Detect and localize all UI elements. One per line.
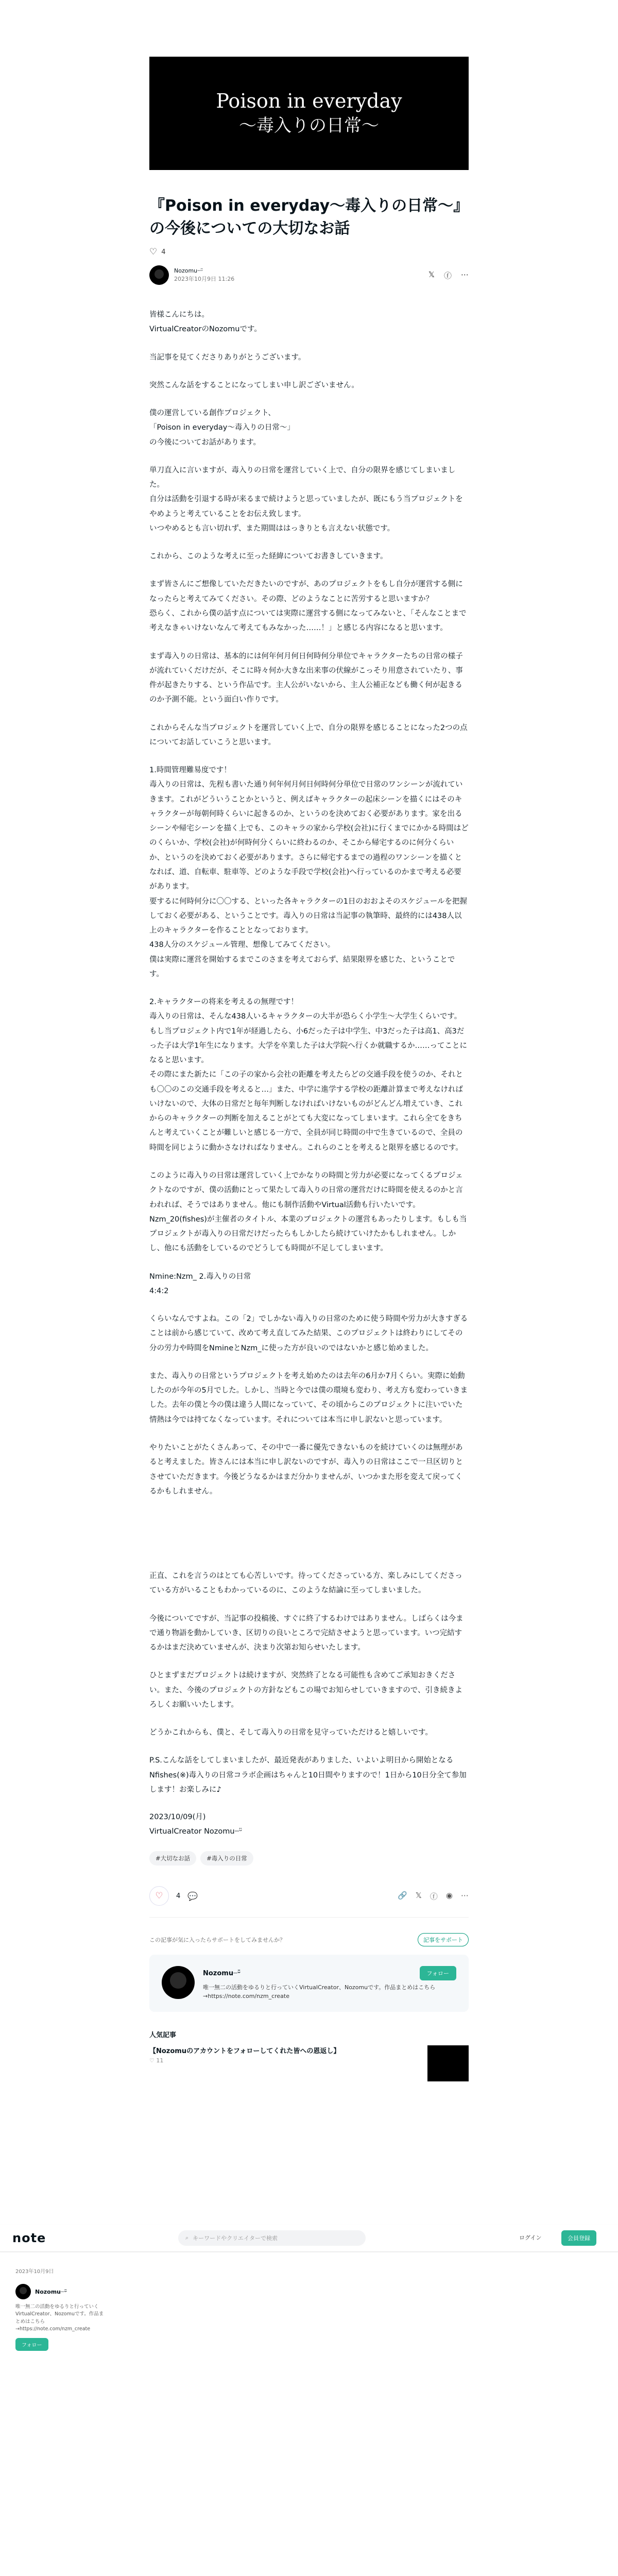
support-strip <box>149 1933 469 1946</box>
top-navbar <box>0 2225 618 2252</box>
popular-article[interactable] <box>149 2045 469 2081</box>
like-count: 4 <box>176 1892 181 1900</box>
share-buttons <box>428 270 469 281</box>
paragraph: ひとまずまだプロジェクトは続けますが、突然終了となる可能性も含めてご承知おきください。また、今後のプロジェクトの方針などもこの場でお知らせしていきますので、引き続きよろしくお願いいたします。 <box>149 1671 462 1709</box>
paragraph: まず毒入りの日常は、基本的には何年何月何日何時何分単位でキャラクターたちの日常の様子が流れていくだけだが、そこに時々何か大きな出来事の伏線がこっそり用意されていたり、事件が起きたりする、という作品です。主人公がいないから、主人公補正なども働く何が起きるのか予測不能。という面白い作りです。 <box>149 652 463 704</box>
footer-signature: VirtualCreator Nozomu┈ᵕ̈ <box>149 1827 243 1836</box>
search-icon: ⌕ <box>185 2234 189 2241</box>
paragraph: 正直、これを言うのはとても心苦しいです。待ってくださっている方、楽しみにしてくださっている方がいることもわかっているのに、このような結論に至ってしまいました。 <box>149 1572 462 1595</box>
creator-card <box>149 1955 469 2012</box>
paragraph: どうかこれからも、僕と、そして毒入りの日常を見守っていただけると嬉しいです。 <box>149 1728 433 1737</box>
x-share-icon[interactable]: 𝕏 <box>428 269 435 279</box>
creator-description: 唯一無二の活動をゆるりと行っていくVirtualCreator、Nozomuです。作品まとめはこちら →https://note.com/nzm_create <box>203 1984 436 1999</box>
paragraph: 1.時間管理難易度です！ 毒入りの日常は、先程も書いた通り何年何月何日何時何分単位で日常のワンシーンが流れていきます。これがどういうことかというと、例えばキャラクターの起床シーンを描くにはそのキャラクターが毎朝何時くらいに起きるのか、というのを決めておく必要があります。家を出るシーンや帰宅シーンを描く上でも、このキャラの家から学校(会社)に行くまでにかかる時間はどのくらいか、学校(会社)が何時何分くらいに終わるのか、そこから帰宅するのに何分くらいか、というのを決めておく必要があります。さらに帰宅するまでの過程のワンシーンを描くとなれば、道、自転車、駐車等、どのような手段で学校(会社)へ行っているのかまで考える必要があります。 要するに何時何分に〇〇する、といった各キャラクターの1日のおおよそのスケジュールを把握しておく必要がある、ということです。毒入りの日常は当記事の執筆時、最終的には438人以上のキャラクターを作ることとなっております。 438人分のスケジュール管理、想像してみてください。 僕は実際に運営を開始するまでこのさまを考えておらず、結果限界を感じた、ということです。 <box>149 766 469 978</box>
paragraph: Nmine:Nzm_ 2.毒入りの日常 4:4:2 <box>149 1272 251 1295</box>
paragraph: これからそんな当プロジェクトを運営していく上で、自分の限界を感じることになった2つの点についてお話していこうと思います。 <box>149 723 468 747</box>
post-date: 2023年10月9日 11:26 <box>174 276 235 282</box>
follow-button[interactable]: フォロー <box>420 1966 456 1980</box>
support-button[interactable]: 記事をサポート <box>418 1933 469 1946</box>
popular-article-title[interactable]: 【Nozomuのアカウントをフォローしてくれた皆への恩返し】 <box>149 2047 340 2056</box>
note-logo[interactable]: note <box>12 2231 46 2245</box>
heart-icon: ♡ <box>149 247 158 257</box>
paragraph: また、毒入りの日常というプロジェクトを考え始めたのは去年の6月か7月くらい。実際に始動したのが今年の5月でした。しかし、当時と今では僕の環境も変わり、考え方も変わっていきました。去年の僕と今の僕は違う人間になっていて、その頃からこのプロジェクトに注いでいた情熱は今では持てなくなっています。それについては本当に申し訳ないと思っています。 <box>149 1371 468 1424</box>
paragraph: このように毒入りの日常は運営していく上でかなりの時間と労力が必要になってくるプロジェクトなのですが、僕の活動にとって果たして毒入りの日常の運営だけに時間を使えるのかと言われれば、そうではありません。他にも制作活動やVirtual活動も行いたいです。Nzm_20(fishes)が主催者のタイトル、本業のプロジェクトの運営もあったりします。もしも当プロジェクトが毒入りの日常だけだったらもしかしたら続けていけたかもしれません。しかし、他にも活動をしているのでどうしても時間が不足してしまいます。 <box>149 1172 467 1253</box>
popular-article-likes: ♡ 11 <box>149 2057 164 2064</box>
popular-article-thumbnail[interactable] <box>427 2045 469 2081</box>
paragraph: くらいなんですよね。この「2」でしかない毒入りの日常のために使う時間や労力が大きすぎることは前から感じていて、改めて考え直してみた結果、このプロジェクトは終わりにしてその分の労力や時間をNmineとNzm_に使った方が良いのではないかと感じ始めました。 <box>149 1315 468 1352</box>
paragraph: 今後についてですが、当記事の投稿後、すぐに終了するわけではありません。しばらくは今まで通り物語を動かしていき、区切りの良いところで完結させようと思っています。いつ完結するかはまだ決めていませんが、決まり次第お知らせいたします。 <box>149 1614 464 1652</box>
sidebar <box>15 2267 108 2351</box>
paragraph: 突然こんな話をすることになってしまい申し訳ございません。 <box>149 381 359 389</box>
like-summary[interactable] <box>149 247 469 257</box>
support-prompt: この記事が気に入ったらサポートをしてみませんか？ <box>149 1937 285 1944</box>
search-input[interactable] <box>178 2230 366 2246</box>
article <box>149 0 469 2081</box>
tag-chip[interactable]: #毒入りの日常 <box>200 1851 253 1866</box>
article-footer <box>149 1810 469 1839</box>
hero-image <box>149 57 469 170</box>
sidebar-author-name[interactable]: Nozomu┈ᵕ̈ <box>35 2288 67 2295</box>
paragraph: 2.キャラクターの将来を考えるの無理です！ 毒入りの日常は、そんな438人いるキャラクターの大半が恐らく小学生〜大学生くらいです。もし当プロジェクト内で1年が経過したら、小6だった子は中学生、中3だった子は高1、高3だった子は大学1年生になります。大学を卒業した子は大学院へ行くか就職するか……ってことになると思います。 その際にまた新たに「この子の家から会社の距離を考えたらどの交通手段を使うのか、それとも〇〇のこの交通手段を考えると…」また、中学に進学する学校の距離計算まで考えなければいけないので、大体の日常だと毎年判断しなければいけないものがどんどん増えていき、これからのキャラクターの判断を加えることがとても大変になってしまいます。これら全てをきちんと考えていくことが難しいと感じる一方で、全員が同じ時間の中で生きているので、全員の時間を同じように動かさなければなりません。これらのことを考えると限界を感じるのです。 <box>149 998 468 1152</box>
register-button[interactable]: 会員登録 <box>561 2230 596 2246</box>
action-bar <box>149 1886 469 1918</box>
sidebar-author-description: 唯一無二の活動をゆるりと行っていくVirtualCreator、Nozomuです。作品まとめはこちら→https://note.com/nzm_create <box>15 2304 104 2332</box>
author-row <box>149 265 469 285</box>
login-link[interactable]: ログイン <box>519 2234 542 2241</box>
avatar[interactable] <box>162 1966 195 1999</box>
sidebar-follow-button[interactable]: フォロー <box>15 2338 48 2351</box>
more-options-icon[interactable]: ⋯ <box>461 269 469 279</box>
facebook-share-icon[interactable]: ⓕ <box>430 1891 438 1901</box>
heart-icon: ♡ <box>155 1891 163 1902</box>
hero-title-line2: ～毒入りの日常～ <box>239 115 379 136</box>
paragraph: これから、このような考えに至った経緯についてお書きしていきます。 <box>149 552 388 561</box>
paragraph: やりたいことがたくさんあって、その中で一番に優先できないものを続けていくのは無理があると考えました。皆さんには本当に申し訳ないのですが、毒入りの日常はここで一旦区切りとさせていただきます。今後どうなるかはまだ分かりませんが、いつかまた形を変えて戻ってくるかもしれません。 <box>149 1444 463 1496</box>
hero-title-line1: Poison in everyday <box>216 89 402 112</box>
facebook-share-icon[interactable]: ⓕ <box>443 270 452 280</box>
like-count: 4 <box>161 248 166 256</box>
article-title: 『Poison in everyday～毒入りの日常～』の今後についての大切なお話 <box>149 197 461 238</box>
avatar[interactable] <box>15 2284 31 2299</box>
x-share-icon[interactable]: 𝕏 <box>415 1890 422 1900</box>
creator-name[interactable]: Nozomu┈ᵕ̈ <box>203 1969 241 1977</box>
paragraph: 皆様こんにちは。 VirtualCreatorのNozomuです。 <box>149 311 262 334</box>
article-body <box>149 308 469 1797</box>
paragraph: 単刀直入に言いますが、毒入りの日常を運営していく上で、自分の限界を感じてしまいました。 自分は活動を引退する時が来るまで続けようと思っていましたが、既にもう当プロジェクトをやめようと考えていることをお伝え致します。 いつやめるとも言い切れず、また期間ははっきりとも言えない状態です。 <box>149 466 463 533</box>
like-button[interactable] <box>149 1886 169 1906</box>
link-icon[interactable]: 🔗 <box>398 1890 407 1900</box>
popular-heading: 人気記事 <box>149 2031 177 2040</box>
avatar[interactable] <box>149 265 169 285</box>
line-share-icon[interactable]: ◉ <box>445 1890 453 1900</box>
search-placeholder: キーワードやクリエイターで検索 <box>193 2235 278 2242</box>
paragraph: 僕の運営している創作プロジェクト、 「Poison in everyday～毒入りの日常～」 の今後についてお話があります。 <box>149 409 295 447</box>
footer-date: 2023/10/09(月) <box>149 1813 206 1822</box>
tag-list <box>149 1851 469 1866</box>
paragraph: P.S.こんな話をしてしまいましたが、最近発表がありました、いよいよ明日から開始となるNfishes(※)毒入りの日常コラボ企画はちゃんと10日間やりますので！1日から10日分全て参加します！お楽しみに♪ <box>149 1756 467 1794</box>
more-options-icon[interactable]: ⋯ <box>461 1890 469 1900</box>
author-name[interactable]: Nozomu┈ᵕ̈ <box>174 267 203 274</box>
sidebar-date: 2023年10月9日 <box>15 2269 54 2275</box>
tag-chip[interactable]: #大切なお話 <box>149 1851 196 1866</box>
paragraph: まず皆さんにご想像していただきたいのですが、あのプロジェクトをもし自分が運営する側になったらと考えてみてください。その際、どのようなことに苦労すると思いますか？ 恐らく、これから僕の話す点については実際に運営する側になってみないと、「そんなことまで考えなきゃいけないなんて考えてもみなかった……！」と感じる内容になると思います。 <box>149 580 467 633</box>
paragraph: 当記事を見てくださりありがとうございます。 <box>149 353 306 362</box>
comment-icon[interactable]: 💬 <box>187 1891 198 1901</box>
